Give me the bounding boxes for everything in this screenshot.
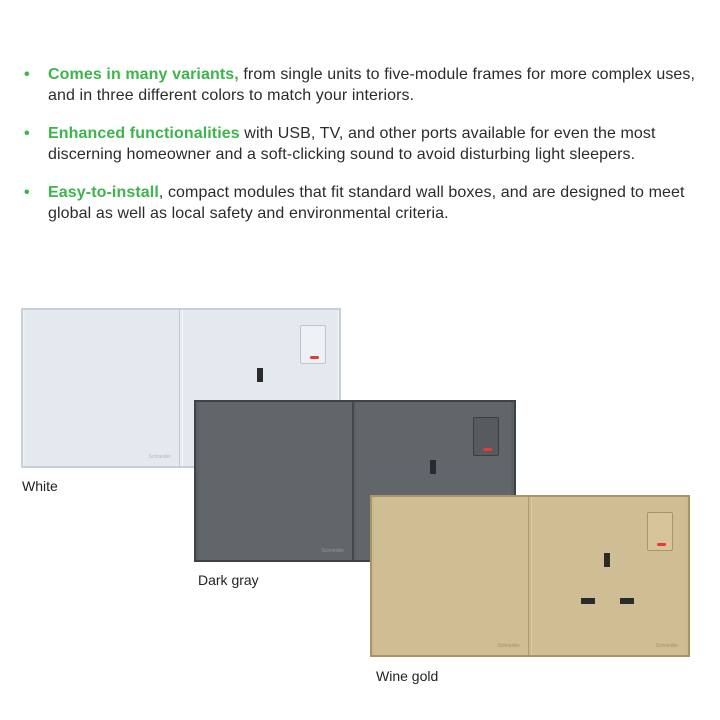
blank-module [199, 402, 354, 560]
feature-text: from single units to five-module frames for more complex uses, and in three different colors to match your interiors. [48, 66, 696, 104]
socket-plate-wine-gold [370, 495, 690, 657]
brand-logo: Schneider [497, 643, 520, 649]
bullet-dot: • [24, 184, 30, 201]
neutral-pin-slot [620, 598, 634, 604]
led-indicator-icon [310, 356, 319, 359]
led-indicator-icon [657, 543, 666, 546]
brand-logo: Schneider [321, 548, 344, 554]
blank-module [374, 497, 529, 655]
live-pin-slot [581, 598, 595, 604]
led-indicator-icon [483, 448, 492, 451]
caption-wine-gold: Wine gold [376, 668, 439, 684]
feature-item-variants [24, 64, 704, 106]
caption-white: White [22, 478, 58, 494]
caption-dark-gray: Dark gray [198, 572, 259, 588]
power-socket-icon [531, 497, 686, 655]
earth-pin-slot [257, 368, 263, 382]
feature-item-install [24, 182, 704, 224]
feature-item-functionalities [24, 123, 704, 165]
brand-logo: Schneider [655, 643, 678, 649]
earth-pin-slot [604, 553, 610, 567]
earth-pin-slot [430, 460, 436, 474]
feature-highlight: Easy-to-install [48, 184, 159, 201]
feature-text: , compact modules that fit standard wall boxes, and are designed to meet global as well as local safety and environmental criteria. [48, 184, 685, 222]
rocker-switch-icon[interactable] [473, 417, 499, 456]
feature-list [24, 64, 704, 241]
feature-highlight: Enhanced functionalities [48, 125, 240, 142]
rocker-switch-icon[interactable] [300, 325, 326, 364]
bullet-dot: • [24, 66, 30, 83]
feature-text: with USB, TV, and other ports available for even the most discerning homeowner and a soft-clicking sound to avoid disturbing light sleepers. [48, 125, 656, 163]
brand-logo: Schneider [148, 454, 171, 460]
rocker-switch-icon[interactable] [647, 512, 673, 551]
feature-highlight: Comes in many variants, [48, 66, 239, 83]
blank-module [25, 310, 180, 466]
bullet-dot: • [24, 125, 30, 142]
